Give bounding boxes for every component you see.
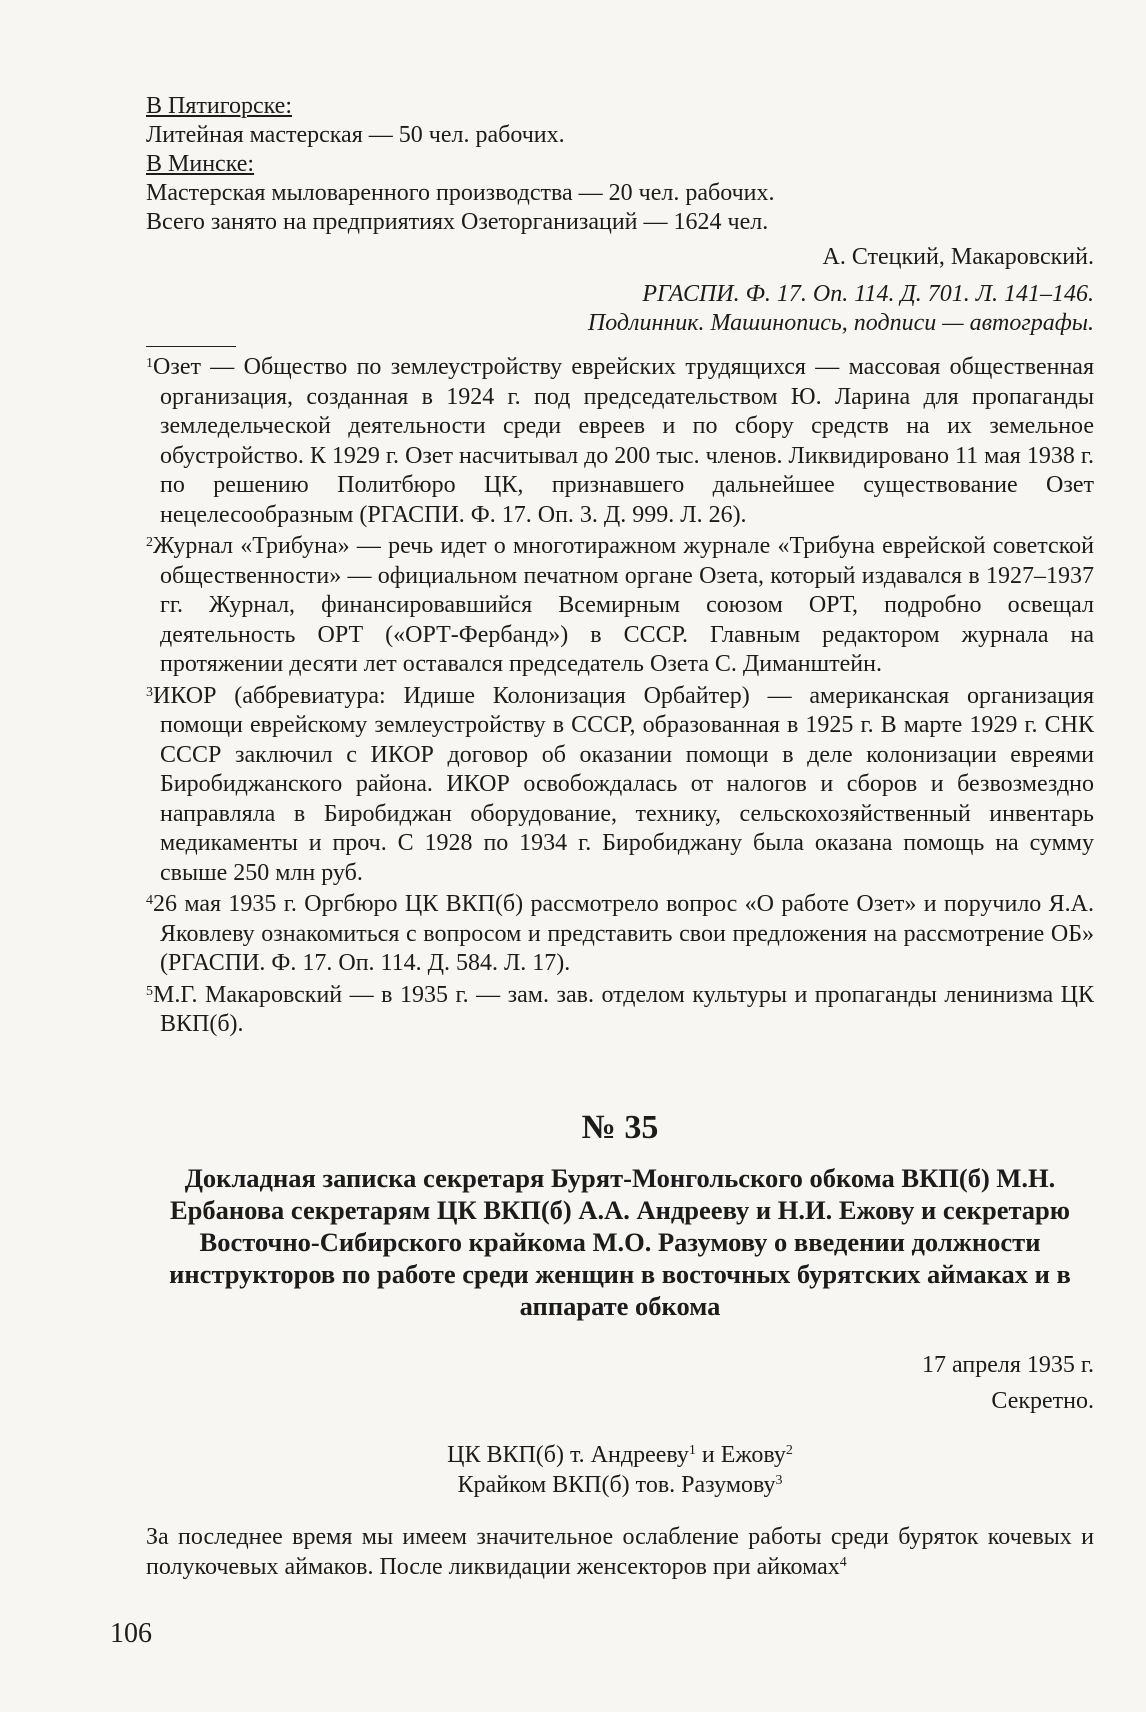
footnote-text: М.Г. Макаровский — в 1935 г. — зам. зав. отделом культуры и пропаганды ленинизма ЦК ВКП(б). (153, 981, 1094, 1037)
document-number: № 35 (581, 1108, 659, 1146)
document-title: Докладная записка секретаря Бурят-Монгольского обкома ВКП(б) М.Н. Ербанова секретарям ЦК ВКП(б) А.А. Андрееву и Н.И. Ежову и секретарю Восточно-Сибирского крайкома М.О. Разумову о введении должности инструкторов по работе среди женщин в восточных бурятских аймаках и в аппарате обкома (169, 1162, 1071, 1321)
archive-reference: РГАСПИ. Ф. 17. Оп. 114. Д. 701. Л. 141–146. (642, 281, 1094, 307)
addressee-line (146, 1470, 1094, 1500)
footnote (146, 532, 1094, 680)
page-number: 106 (110, 1618, 152, 1649)
body-paragraph (146, 1522, 1094, 1582)
footnote-text: Журнал «Трибуна» — речь идет о многотиражном журнале «Трибуна еврейской советской общественности» — официальном печатном органе Озета, который издавался в 1927–1937 гг. Журнал, финансировавшийся Всемирным союзом ОРТ, подробно освещал деятельность ОРТ («ОРТ-Фербанд») в СССР. Главным редактором журнала на протяжении десяти лет оставался председатель Озета С. Диманштейн. (153, 533, 1094, 677)
body-text: За последнее время мы имеем значительное ослабление работы среди буряток кочевых и полукочевых аймаков. После ликвидации женсекторов при айкомах (146, 1523, 1094, 1580)
workshop-line: Мастерская мыловаренного производства — 20 чел. рабочих. (146, 180, 775, 206)
signatories: А. Стецкий, Макаровский. (822, 244, 1094, 270)
footnote-number: 1 (146, 356, 153, 371)
original-note: Подлинник. Машинопись, подписи — автографы. (587, 310, 1094, 336)
footnote-number: 3 (146, 684, 153, 700)
footnote (146, 981, 1094, 1040)
footnote-number: 2 (146, 535, 153, 550)
document-date: 17 апреля 1935 г. (922, 1351, 1094, 1378)
city-heading-pyatigorsk: В Пятигорске: (146, 93, 292, 119)
addressee-text: Крайком ВКП(б) тов. Разумову (457, 1471, 776, 1498)
footnote-number: 5 (146, 983, 153, 999)
footnote-number: 4 (146, 893, 153, 908)
footnote (146, 890, 1094, 979)
footnote-ref: 1 (688, 1442, 696, 1458)
footnote-divider (146, 346, 236, 347)
total-line: Всего занято на предприятиях Озеторганизаций — 1624 чел. (146, 209, 769, 235)
footnote-ref: 4 (839, 1554, 847, 1570)
footnote-text: 26 мая 1935 г. Оргбюро ЦК ВКП(б) рассмотрело вопрос «О работе Озет» и поручило Я.А. Яковлеву ознакомиться с вопросом и представить свои предложения на рассмотрение ОБ» (РГАСПИ. Ф. 17. Оп. 114. Д. 584. Л. 17). (153, 891, 1094, 976)
classification-mark: Секретно. (991, 1387, 1094, 1414)
addressee-line (146, 1440, 1094, 1470)
addressee-text: ЦК ВКП(б) т. Андрееву (447, 1441, 689, 1468)
footnote-ref: 3 (775, 1472, 783, 1488)
city-heading-minsk: В Минске: (146, 151, 255, 177)
footnote-text: Озет — Общество по землеустройству еврейских трудящихся — массовая общественная организация, созданная в 1924 г. под председательством Ю. Ларина для пропаганды земледельческой деятельности среди евреев и по сбору средств на их земельное обустройство. К 1929 г. Озет насчитывал до 200 тыс. членов. Ликвидировано 11 мая 1938 г. по решению Политбюро ЦК, признавшего дальнейшее существование Озет нецелесообразным (РГАСПИ. Ф. 17. Оп. 3. Д. 999. Л. 26). (153, 354, 1094, 528)
addressee-text: и Ежову (695, 1441, 786, 1468)
footnote (146, 682, 1094, 889)
workshop-line: Литейная мастерская — 50 чел. рабочих. (146, 122, 565, 148)
footnote (146, 353, 1094, 530)
footnote-text: ИКОР (аббревиатура: Идише Колонизация Орбайтер) — американская организация помощи еврейскому землеустройству в СССР, образованная в 1925 г. В марте 1929 г. СНК СССР заключил с ИКОР договор об оказании помощи в деле колонизации евреями Биробиджанского района. ИКОР освобождалась от налогов и сборов и безвозмездно направляла в Биробиджан оборудование, технику, сельскохозяйственный инвентарь медикаменты и проч. С 1928 по 1934 г. Биробиджану была оказана помощь на сумму свыше 250 млн руб. (153, 682, 1094, 886)
page-content (146, 92, 1094, 1582)
footnote-ref: 2 (785, 1442, 793, 1458)
